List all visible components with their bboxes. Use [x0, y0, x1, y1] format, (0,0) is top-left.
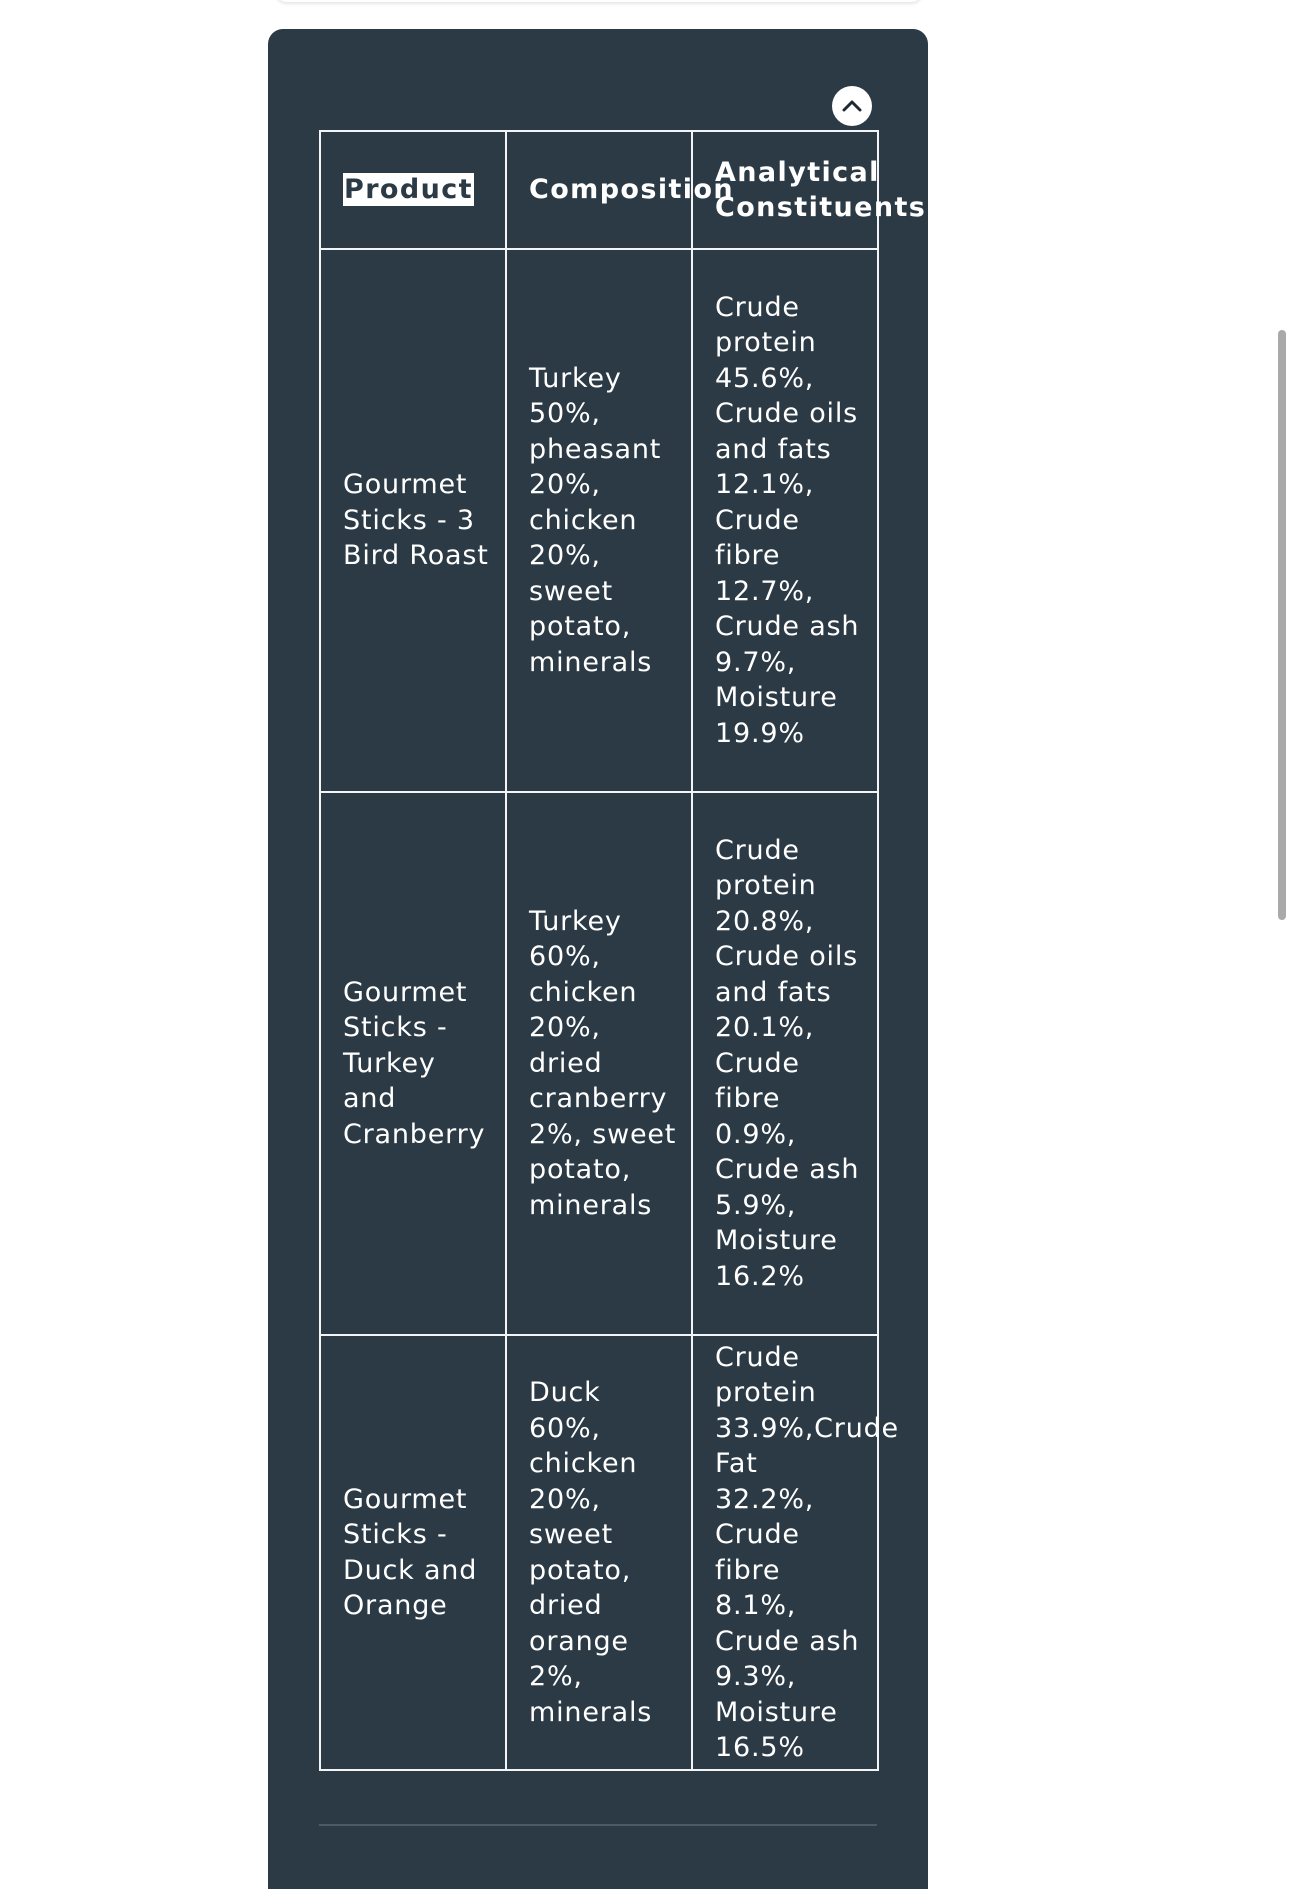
- table-row: [320, 1335, 878, 1770]
- nutrition-table: [319, 130, 927, 1771]
- table-header-row: [320, 131, 878, 249]
- table-row: [320, 792, 878, 1335]
- cell-composition: Duck 60%, chicken 20%, sweet potato, dried orange 2%, minerals: [506, 1335, 692, 1770]
- cell-analytical-constituents: Crude protein 33.9%,Crude Fat 32.2%, Crude fibre 8.1%, Crude ash 9.3%, Moisture 16.5%: [692, 1335, 878, 1770]
- header-product: [320, 131, 506, 249]
- table-row: [320, 249, 878, 792]
- section-divider: [319, 1824, 877, 1826]
- cell-product: Gourmet Sticks - Turkey and Cranberry: [320, 792, 506, 1335]
- header-analytical-label: Analytical Constituents: [715, 156, 927, 223]
- header-composition: [506, 131, 735, 249]
- cell-analytical-constituents: Crude protein 45.6%, Crude oils and fats 12.1%, Crude fibre 12.7%, Crude ash 9.7%, Moisture 19.9%: [692, 249, 878, 792]
- cell-composition: Turkey 50%, pheasant 20%, chicken 20%, sweet potato, minerals: [506, 249, 692, 792]
- header-composition-label: Composition: [529, 174, 735, 206]
- collapse-button[interactable]: [832, 86, 872, 126]
- cell-analytical-constituents: Crude protein 20.8%, Crude oils and fats 20.1%, Crude fibre 0.9%, Crude ash 5.9%, Moisture 16.2%: [692, 792, 878, 1335]
- scrollbar-thumb[interactable]: [1278, 330, 1286, 920]
- cell-product: Gourmet Sticks - 3 Bird Roast: [320, 249, 506, 792]
- cell-composition: Turkey 60%, chicken 20%, dried cranberry 2%, sweet potato, minerals: [506, 792, 692, 1335]
- header-analytical-constituents: [692, 131, 927, 249]
- header-product-label: Product: [344, 174, 473, 206]
- previous-card-edge: [275, 0, 923, 2]
- cell-product: Gourmet Sticks - Duck and Orange: [320, 1335, 506, 1770]
- chevron-up-icon: [841, 99, 863, 113]
